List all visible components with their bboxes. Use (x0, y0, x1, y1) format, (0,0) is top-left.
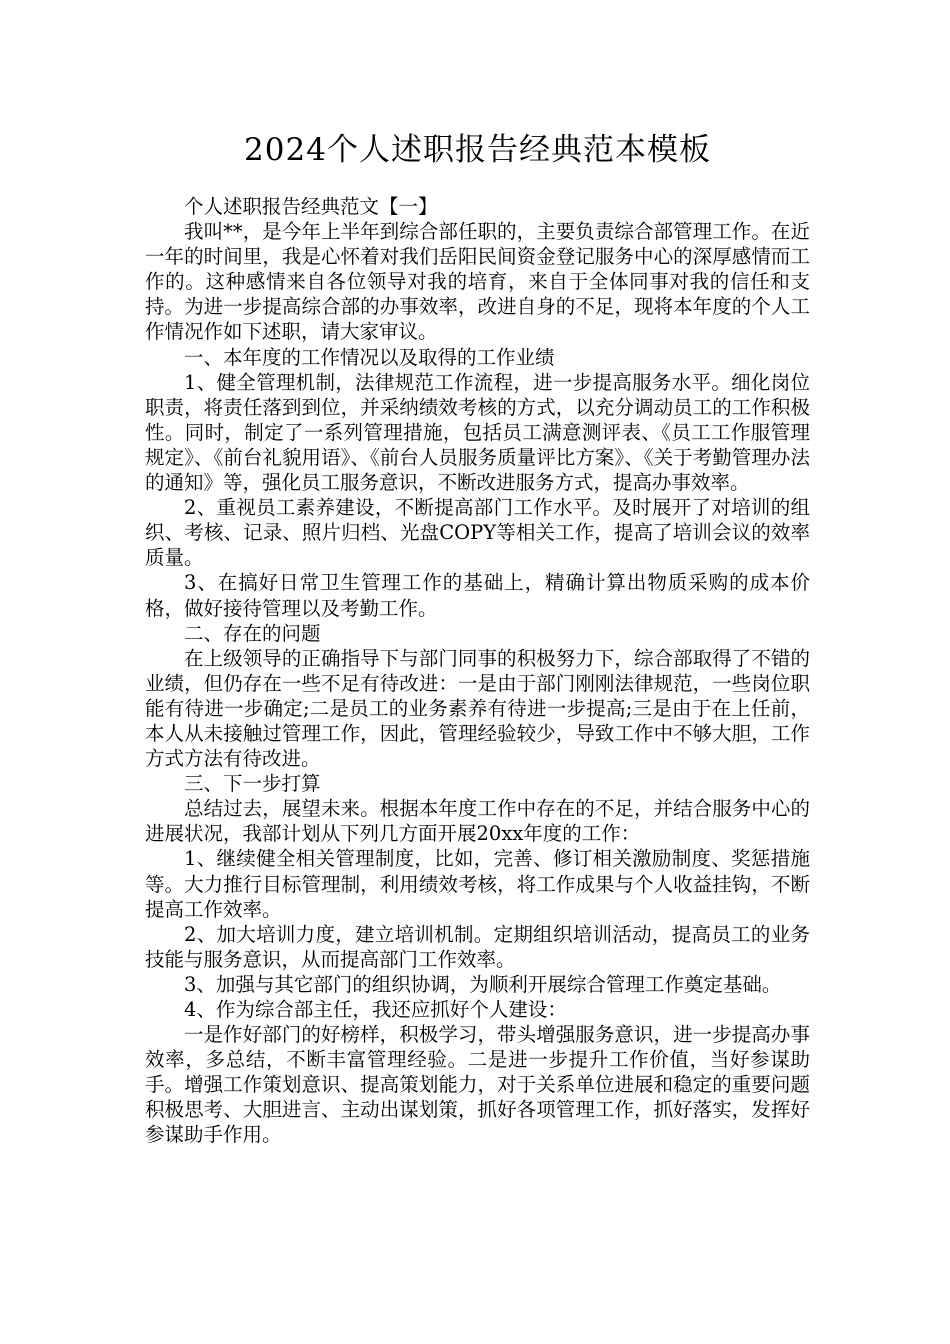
document-title: 2024个人述职报告经典范本模板 (244, 132, 711, 168)
body-paragraph: 在上级领导的正确指导下与部门同事的积极努力下，综合部取得了不错的业绩，但仍存在一些不足有待改进：一是由于部门刚刚法律规范，一些岗位职能有待进一步确定;二是员工的业务素养有待进一步提高;三是由于在上任前，本人从未接触过管理工作，因此，管理经验较少，导致工作中不够大胆，工作方式方法有待改进。 (145, 646, 810, 771)
section-heading: 个人述职报告经典范文【一】 (184, 195, 438, 218)
section-heading: 三、下一步打算 (184, 772, 321, 796)
body-paragraph: 总结过去，展望未来。根据本年度工作中存在的不足，并结合服务中心的进展状况，我部计划从下列几方面开展20xx年度的工作： (145, 797, 810, 846)
document-body (145, 194, 810, 1148)
body-paragraph: 3、加强与其它部门的组织协调，为顺利开展综合管理工作奠定基础。 (184, 972, 782, 996)
body-paragraph: 2、加大培训力度，建立培训机制。定期组织培训活动，提高员工的业务技能与服务意识，从而提高部门工作效率。 (145, 922, 810, 971)
section-heading: 二、存在的问题 (184, 621, 321, 645)
body-paragraph: 2、重视员工素养建设，不断提高部门工作水平。及时展开了对培训的组织、考核、记录、照片归档、光盘COPY等相关工作，提高了培训会议的效率质量。 (145, 496, 810, 570)
body-paragraph: 一是作好部门的好榜样，积极学习，带头增强服务意识，进一步提高办事效率，多总结，不断丰富管理经验。二是进一步提升工作价值，当好参谋助手。增强工作策划意识、提高策划能力，对于关系单位进展和稳定的重要问题积极思考、大胆进言、主动出谋划策，抓好各项管理工作，抓好落实，发挥好参谋助手作用。 (145, 1023, 810, 1147)
document-page (145, 128, 810, 1148)
body-paragraph: 1、健全管理机制，法律规范工作流程，进一步提高服务水平。细化岗位职责，将责任落到到位，并采纳绩效考核的方式，以充分调动员工的工作积极性。同时，制定了一系列管理措施，包括员工满意测评表、《员工工作服管理规定》、《前台礼貌用语》、《前台人员服务质量评比方案》、《关于考勤管理办法的通知》等，强化员工服务意识，不断改进服务方式，提高办事效率。 (145, 370, 810, 495)
section-heading: 一、本年度的工作情况以及取得的工作业绩 (184, 345, 555, 369)
body-paragraph: 1、继续健全相关管理制度，比如，完善、修订相关激励制度、奖惩措施等。大力推行目标管理制，利用绩效考核，将工作成果与个人收益挂钩，不断提高工作效率。 (145, 847, 810, 921)
intro-paragraph: 我叫**，是今年上半年到综合部任职的，主要负责综合部管理工作。在近一年的时间里，我是心怀着对我们岳阳民间资金登记服务中心的深厚感情而工作的。这种感情来自各位领导对我的培育，来自于全体同事对我的信任和支持。为进一步提高综合部的办事效率，改进自身的不足，现将本年度的个人工作情况作如下述职，请大家审议。 (145, 220, 810, 344)
body-paragraph: 3、在搞好日常卫生管理工作的基础上，精确计算出物质采购的成本价格，做好接待管理以及考勤工作。 (145, 571, 810, 620)
body-paragraph: 4、作为综合部主任，我还应抓好个人建设： (184, 998, 567, 1021)
